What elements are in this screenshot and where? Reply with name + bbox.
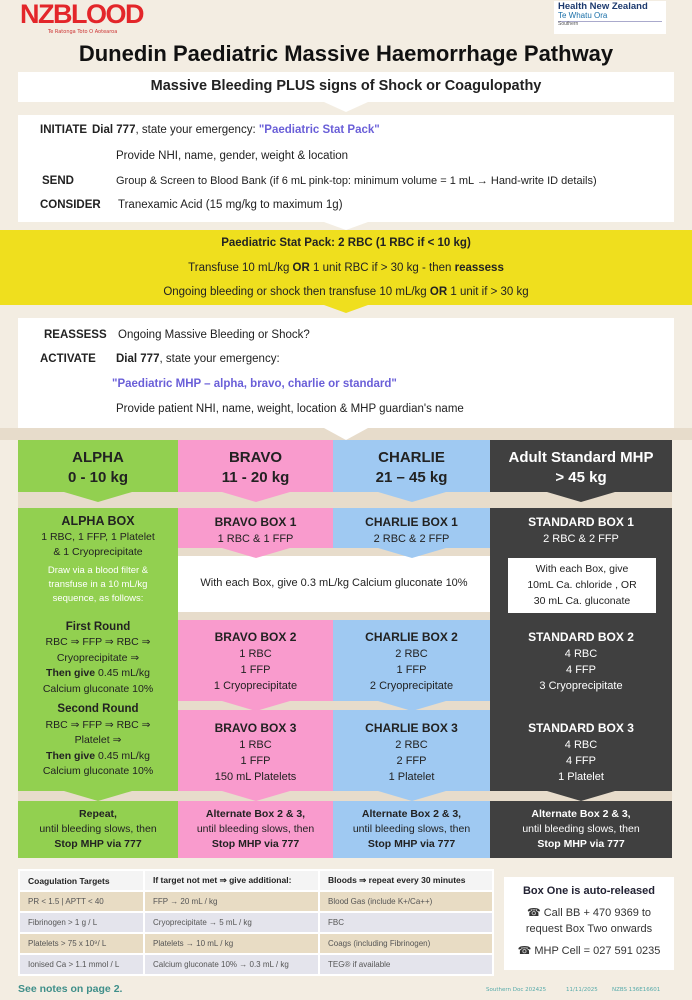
t: 2 RBC <box>395 648 428 660</box>
doc-date: 11/11/2025 <box>566 987 598 993</box>
provide-text: Provide patient NHI, name, weight, location & MHP guardian's name <box>116 403 464 415</box>
t: STANDARD BOX 3 <box>528 721 634 735</box>
t: BRAVO BOX 2 <box>214 630 297 644</box>
t: BRAVO BOX 3 <box>214 721 297 735</box>
arrow-down-icon <box>324 102 368 112</box>
t: Stop MHP via 777 <box>367 838 456 850</box>
charlie-box-3 <box>333 710 490 791</box>
th: Bloods ⇒ repeat every 30 minutes <box>319 870 493 891</box>
initiate-label: INITIATE <box>40 124 88 136</box>
t: RBC ⇒ FFP ⇒ RBC ⇒ <box>45 718 151 731</box>
t: 2 RBC & 2 FFP <box>373 533 450 545</box>
t: 1 Platelet <box>558 771 604 783</box>
t: With each Box, give <box>535 563 629 575</box>
standard-range: > 45 kg <box>555 469 607 486</box>
arrow-down-icon <box>64 492 132 502</box>
send-text: Group & Screen to Blood Bank (if 6 mL pink-top: minimum volume = 1 mL → Hand-write ID details) <box>116 175 597 187</box>
td: Platelets > 75 x 10⁹/ L <box>19 933 144 954</box>
standard-name: Adult Standard MHP <box>508 449 654 466</box>
td: TEG® if available <box>319 954 493 975</box>
coagulation-table <box>18 869 494 976</box>
arrow-down-icon <box>324 428 368 440</box>
first-round: First Round <box>65 620 131 633</box>
t: transfuse in a 10 mL/kg <box>48 578 148 590</box>
t: 4 FFP <box>566 664 596 676</box>
doc-code: NZBS 136E16601 <box>612 987 661 993</box>
t: Stop MHP via 777 <box>54 838 142 850</box>
t: 10mL Ca. chloride , OR <box>527 579 637 591</box>
td: Coags (including Fibrinogen) <box>319 933 493 954</box>
send-label: SEND <box>42 175 74 187</box>
t: until bleeding slows, then <box>39 823 157 835</box>
t: Transfuse 10 mL/kg <box>188 261 293 274</box>
th: If target not met ⇒ give additional: <box>144 870 319 891</box>
t: until bleeding slows, then <box>522 823 640 835</box>
standard-repeat <box>490 801 672 858</box>
arrow-down-icon <box>64 791 132 801</box>
provide-text: Provide NHI, name, gender, weight & location <box>116 150 349 162</box>
text: , state your emergency: <box>135 124 259 136</box>
notes-link[interactable]: See notes on page 2. <box>18 983 123 995</box>
alpha-range: 0 - 10 kg <box>67 469 129 486</box>
consider-label: CONSIDER <box>40 199 101 211</box>
t: until bleeding slows, then <box>352 823 471 835</box>
t: Draw via a blood filter & <box>47 564 149 576</box>
reassess-box <box>18 318 674 428</box>
bravo-box-1 <box>178 508 333 548</box>
arrow-down-icon <box>547 791 615 801</box>
bravo-repeat <box>178 801 333 858</box>
arrow-down-icon <box>222 701 290 711</box>
arrow-down-icon <box>222 791 290 801</box>
t: 1 unit if > 30 kg <box>447 286 529 298</box>
t: Then give <box>46 749 96 762</box>
charlie-box-2 <box>333 620 490 701</box>
t: 2 FFP <box>396 755 427 767</box>
table-row <box>19 912 493 933</box>
t: 1 unit RBC if > 30 kg - then <box>309 261 455 274</box>
t: Calcium gluconate 10% <box>42 682 154 695</box>
td: Platelets → 10 mL / kg <box>144 933 319 954</box>
t: 1 FFP <box>240 664 271 676</box>
alpha-repeat <box>18 801 178 858</box>
arrow-down-icon <box>324 222 368 230</box>
table-row <box>19 891 493 912</box>
t: 1 Platelet <box>388 771 435 783</box>
alpha-name: ALPHA <box>72 449 124 466</box>
bravo-name: BRAVO <box>228 449 283 466</box>
table-header <box>19 870 493 891</box>
activate-label: ACTIVATE <box>40 353 96 365</box>
call-bb: ☎ Call BB + 470 9369 to <box>526 907 652 919</box>
t: 2 RBC <box>395 739 428 751</box>
t: Alternate Box 2 & 3, <box>205 808 306 820</box>
t: Calcium gluconate 10% <box>42 765 154 777</box>
arrow-down-icon <box>378 701 446 711</box>
td: Blood Gas (include K+/Ca++) <box>319 891 493 912</box>
alpha-box-title: ALPHA BOX <box>61 514 135 528</box>
charlie-box-1 <box>333 508 490 548</box>
t: CHARLIE BOX 2 <box>365 630 458 644</box>
t: 150 mL Platelets <box>214 771 297 783</box>
reassess-label: REASSESS <box>44 329 107 341</box>
t: 0.45 mL/kg <box>95 749 150 762</box>
dial: Dial 777 <box>92 124 136 136</box>
table-row <box>19 954 493 975</box>
t: 3 Cryoprecipitate <box>539 680 623 692</box>
charlie-range: 21 – 45 kg <box>375 469 448 486</box>
t: Then give <box>46 667 96 679</box>
arrow-down-icon <box>378 548 446 558</box>
t: Repeat, <box>79 808 117 820</box>
calcium-note-bravo-charlie: With each Box, give 0.3 mL/kg Calcium gluconate 10% <box>178 556 490 612</box>
arrow-down-icon <box>222 492 290 502</box>
or: OR <box>429 286 448 298</box>
td: FFP → 20 mL / kg <box>144 891 319 912</box>
t: Stop MHP via 777 <box>211 838 300 850</box>
page-title: Dunedin Paediatric Massive Haemorrhage Pathway <box>78 41 614 66</box>
t: 1 RBC, 1 FFP, 1 Platelet <box>41 530 155 543</box>
t: & 1 Cryoprecipitate <box>53 546 143 558</box>
t: Stop MHP via 777 <box>537 838 625 850</box>
t: BRAVO BOX 1 <box>214 515 297 529</box>
t: RBC ⇒ FFP ⇒ RBC ⇒ <box>45 636 151 648</box>
nzblood-logo: NZBLOOD <box>20 0 143 29</box>
bravo-box-2 <box>178 620 333 701</box>
charlie-repeat <box>333 801 490 858</box>
table-row <box>19 933 493 954</box>
logo-line: Te Whatu Ora <box>558 12 662 22</box>
bravo-box-3 <box>178 710 333 791</box>
td: PR < 1.5 | APTT < 40 <box>19 891 144 912</box>
t: Alternate Box 2 & 3, <box>531 808 631 820</box>
logo-line: Health New Zealand <box>558 1 648 12</box>
t: Cryoprecipitate ⇒ <box>56 651 140 664</box>
stat-pack-box <box>0 230 692 305</box>
charlie-name: CHARLIE <box>378 449 445 466</box>
th: Coagulation Targets <box>19 870 144 891</box>
arrow-down-icon <box>324 305 368 313</box>
nzblood-logo-sub: Te Ratonga Toto O Aotearoa <box>48 29 118 35</box>
t: CHARLIE BOX 1 <box>365 515 458 529</box>
t: Ongoing bleeding or shock then transfuse 10 mL/kg <box>163 286 430 298</box>
t: Alternate Box 2 & 3, <box>361 808 462 820</box>
or: OR <box>292 261 310 274</box>
t: 1 Cryoprecipitate <box>213 680 298 692</box>
t: 30 mL Ca. gluconate <box>533 595 631 607</box>
mhp-cell: ☎ MHP Cell = 027 591 0235 <box>517 945 661 957</box>
t: 1 FFP <box>396 664 427 676</box>
arrow-down-icon <box>378 791 446 801</box>
arrow-down-icon <box>547 492 615 502</box>
t: , state your emergency: <box>159 353 280 365</box>
logo-line: Southern <box>558 21 579 28</box>
t: 4 RBC <box>564 648 598 660</box>
doc-number: Southern Doc 202425 <box>486 987 547 993</box>
td: Fibrinogen > 1 g / L <box>19 912 144 933</box>
alpha-box <box>18 508 178 791</box>
t: 1 FFP <box>240 755 271 767</box>
call-bb-2: request Box Two onwards <box>525 923 653 935</box>
arrow-down-icon <box>378 492 446 502</box>
initiate-box <box>18 115 674 222</box>
reassess-text: Ongoing Massive Bleeding or Shock? <box>118 329 310 341</box>
stat-pack-title: Paediatric Stat Pack: 2 RBC (1 RBC if < 10 kg) <box>221 237 471 249</box>
contact-title: Box One is auto-released <box>522 885 656 897</box>
consider-text: Tranexamic Acid (15 mg/kg to maximum 1g) <box>118 199 343 211</box>
standard-box-2 <box>490 620 672 701</box>
stat-pack-quote: "Paediatric Stat Pack" <box>258 124 380 136</box>
arrow-down-icon <box>222 548 290 558</box>
t: 4 FFP <box>566 755 596 767</box>
health-nz-logo <box>554 1 666 34</box>
contact-box <box>504 877 674 970</box>
t: STANDARD BOX 1 <box>528 515 634 529</box>
t: until bleeding slows, then <box>196 823 315 835</box>
trigger-box: Massive Bleeding PLUS signs of Shock or Coagulopathy <box>18 72 674 102</box>
second-round: Second Round <box>57 703 139 715</box>
td: Calcium gluconate 10% → 0.3 mL / kg <box>144 954 319 975</box>
t: Platelet ⇒ <box>74 734 122 746</box>
bravo-range: 11 - 20 kg <box>221 469 290 486</box>
t: sequence, as follows: <box>52 592 144 604</box>
t: 1 RBC & 1 FFP <box>217 533 294 545</box>
t: 2 Cryoprecipitate <box>369 680 454 692</box>
standard-calcium-note <box>508 558 656 613</box>
td: Cryoprecipitate → 5 mL / kg <box>144 912 319 933</box>
t: CHARLIE BOX 3 <box>365 721 458 735</box>
reassess: reassess <box>454 261 504 274</box>
t: 1 RBC <box>239 648 272 660</box>
td: Ionised Ca > 1.1 mmol / L <box>19 954 144 975</box>
t: STANDARD BOX 2 <box>528 630 634 644</box>
t: 4 RBC <box>564 739 598 751</box>
dial: Dial 777 <box>116 353 160 365</box>
td: FBC <box>319 912 493 933</box>
t: 1 RBC <box>239 739 272 751</box>
t: 2 RBC & 2 FFP <box>543 533 619 545</box>
mhp-quote: "Paediatric MHP – alpha, bravo, charlie or standard" <box>112 378 397 390</box>
t: 0.45 mL/kg <box>95 667 150 679</box>
standard-box-3 <box>490 710 672 791</box>
